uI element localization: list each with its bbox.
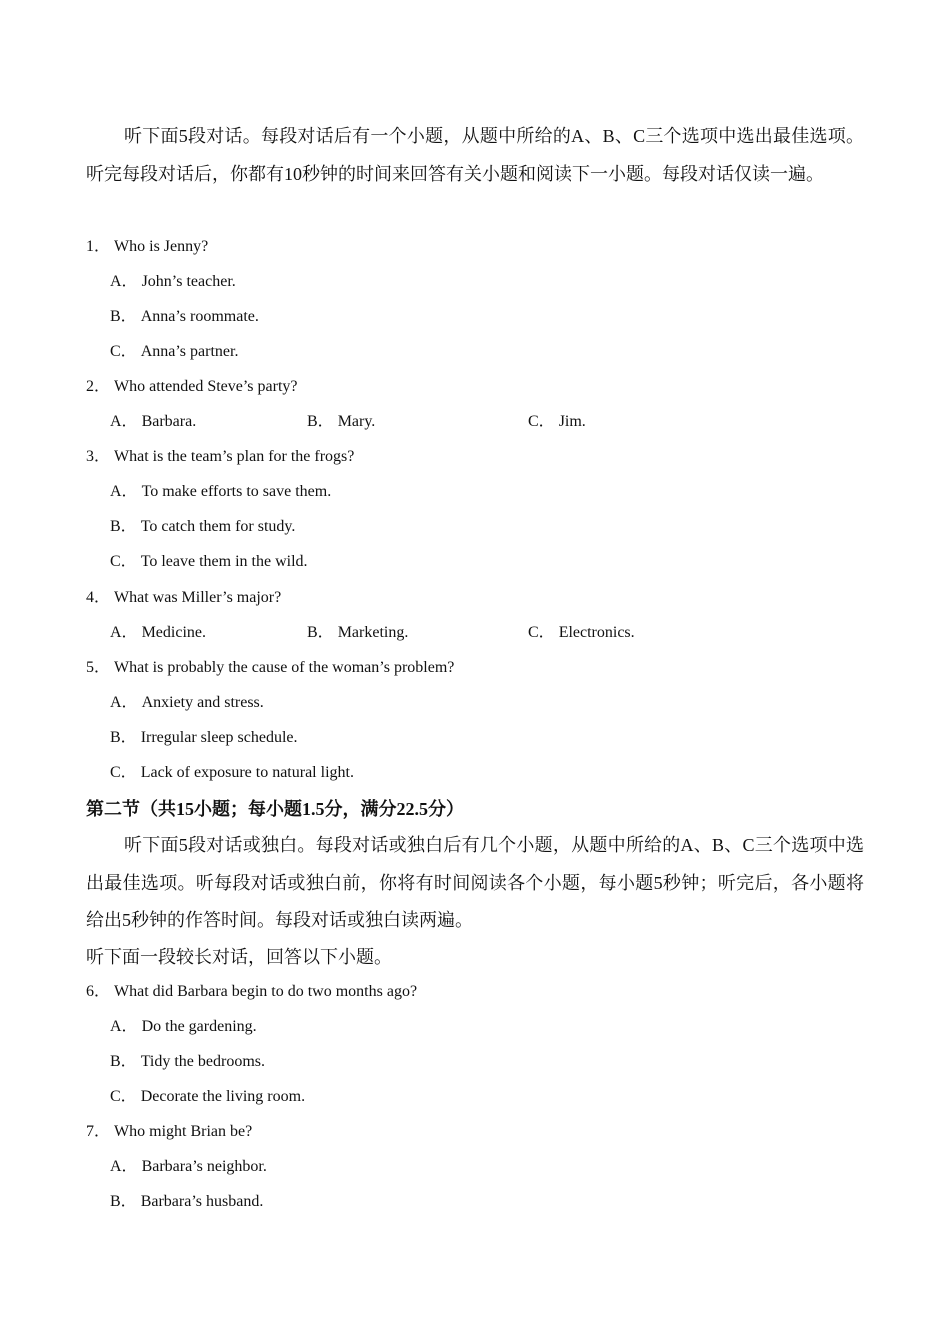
option-3b: B． To catch them for study. (110, 518, 296, 535)
question-number: 7． (86, 1123, 111, 1140)
option-5b: B． Irregular sleep schedule. (110, 729, 298, 746)
question-text: What is the team’s plan for the frogs? (114, 448, 355, 465)
question-text: What is probably the cause of the woman’s problem? (114, 659, 455, 676)
option-6c: C． Decorate the living room. (110, 1088, 306, 1105)
option-2a: A． Barbara. (110, 413, 197, 430)
dialogue-note: 听下面一段较长对话，回答以下小题。 (86, 947, 392, 967)
option-2b: B． Mary. (307, 413, 376, 430)
question-text: What did Barbara begin to do two months ago? (114, 983, 418, 1000)
option-1b: B． Anna’s roommate. (110, 308, 259, 325)
question-number: 4． (86, 589, 111, 606)
question-number: 3． (86, 448, 111, 465)
option-6b: B． Tidy the bedrooms. (110, 1053, 265, 1070)
question-1 (86, 237, 208, 257)
option-7b: B． Barbara’s husband. (110, 1193, 264, 1210)
option-3a: A． To make efforts to save them. (110, 483, 332, 500)
option-6a: A． Do the gardening. (110, 1018, 257, 1035)
option-4a: A． Medicine. (110, 624, 206, 641)
option-1c: C． Anna’s partner. (110, 343, 239, 360)
question-number: 5． (86, 659, 111, 676)
option-4b: B． Marketing. (307, 624, 409, 641)
option-5c: C． Lack of exposure to natural light. (110, 764, 354, 781)
question-text: Who is Jenny? (114, 238, 209, 255)
option-7a: A． Barbara’s neighbor. (110, 1158, 267, 1175)
question-7 (86, 1122, 252, 1142)
question-3 (86, 447, 354, 467)
question-number: 2． (86, 378, 111, 395)
question-6 (86, 982, 417, 1002)
section2-heading: 第二节（共15小题；每小题1.5分，满分22.5分） (86, 799, 464, 819)
section2-instructions: 听下面5段对话或独白。每段对话或独白后有几个小题，从题中所给的A、B、C三个选项中选出最佳选项。听每段对话或独白前，你将有时间阅读各个小题，每小题5秒钟；听完后，各小题将给出5秒钟的作答时间。每段对话或独白读两遍。 (86, 835, 864, 930)
question-5 (86, 658, 454, 678)
option-1a: A． John’s teacher. (110, 273, 236, 290)
question-4 (86, 588, 281, 608)
option-3c: C． To leave them in the wild. (110, 553, 308, 570)
question-text: What was Miller’s major? (114, 589, 282, 606)
question-text: Who might Brian be? (114, 1123, 253, 1140)
option-2c: C． Jim. (528, 413, 586, 430)
option-4c: C． Electronics. (528, 624, 635, 641)
question-text: Who attended Steve’s party? (114, 378, 298, 395)
section1-instructions: 听下面5段对话。每段对话后有一个小题，从题中所给的A、B、C三个选项中选出最佳选项。听完每段对话后，你都有10秒钟的时间来回答有关小题和阅读下一小题。每段对话仅读一遍。 (86, 126, 864, 184)
question-2 (86, 377, 298, 397)
question-number: 6． (86, 983, 111, 1000)
option-5a: A． Anxiety and stress. (110, 694, 264, 711)
question-number: 1． (86, 238, 111, 255)
